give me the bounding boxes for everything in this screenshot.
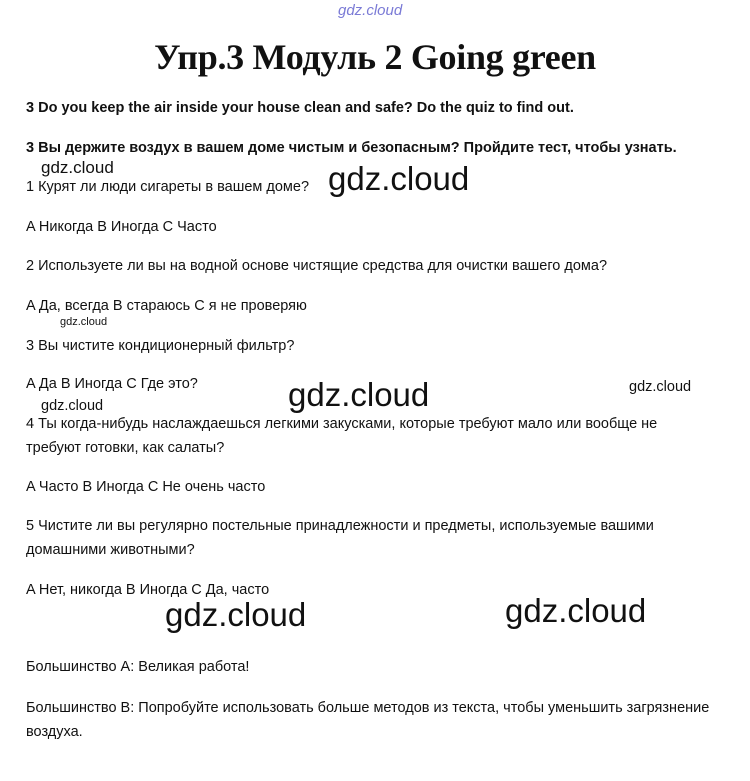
question-3: 3 Вы чистите кондиционерный фильтр?	[26, 338, 295, 354]
answers-4: A Часто B Иногда C Не очень часто	[26, 479, 266, 495]
answers-2: A Да, всегда B стараюсь C я не проверяю	[26, 298, 307, 314]
result-b: Большинство B: Попробуйте использовать больше методов из текста, чтобы уменьшить загрязнение воздуха.	[26, 700, 710, 740]
watermark: gdz.cloud	[41, 158, 114, 177]
intro-russian: 3 Вы держите воздух в вашем доме чистым и безопасным? Пройдите тест, чтобы узнать.	[26, 140, 677, 156]
watermark: gdz.cloud	[328, 160, 470, 197]
watermark: gdz.cloud	[629, 379, 692, 395]
question-2: 2 Используете ли вы на водной основе чистящие средства для очистки вашего дома?	[26, 258, 608, 274]
question-4: 4 Ты когда-нибудь наслаждаешься легкими закусками, которые требуют мало или вообще не требуют готовки, как салаты?	[26, 416, 658, 456]
question-5: 5 Чистите ли вы регулярно постельные принадлежности и предметы, используемые вашими домашними животными?	[26, 518, 654, 558]
watermark: gdz.cloud	[288, 376, 430, 413]
answers-1: A Никогда B Иногда C Часто	[26, 219, 217, 235]
result-a: Большинство A: Великая работа!	[26, 659, 250, 675]
answers-3: A Да B Иногда C Где это?	[26, 376, 198, 392]
watermark: gdz.cloud	[505, 592, 647, 629]
watermark: gdz.cloud	[60, 316, 108, 328]
intro-english: 3 Do you keep the air inside your house clean and safe? Do the quiz to find out.	[26, 100, 574, 116]
answers-5: A Нет, никогда B Иногда C Да, часто	[26, 582, 270, 598]
watermark: gdz.cloud	[41, 398, 104, 414]
watermark-top: gdz.cloud	[338, 2, 403, 19]
watermark: gdz.cloud	[165, 596, 307, 633]
question-1: 1 Курят ли люди сигареты в вашем доме?	[26, 179, 310, 195]
page-title: Упр.3 Модуль 2 Going green	[154, 37, 596, 77]
